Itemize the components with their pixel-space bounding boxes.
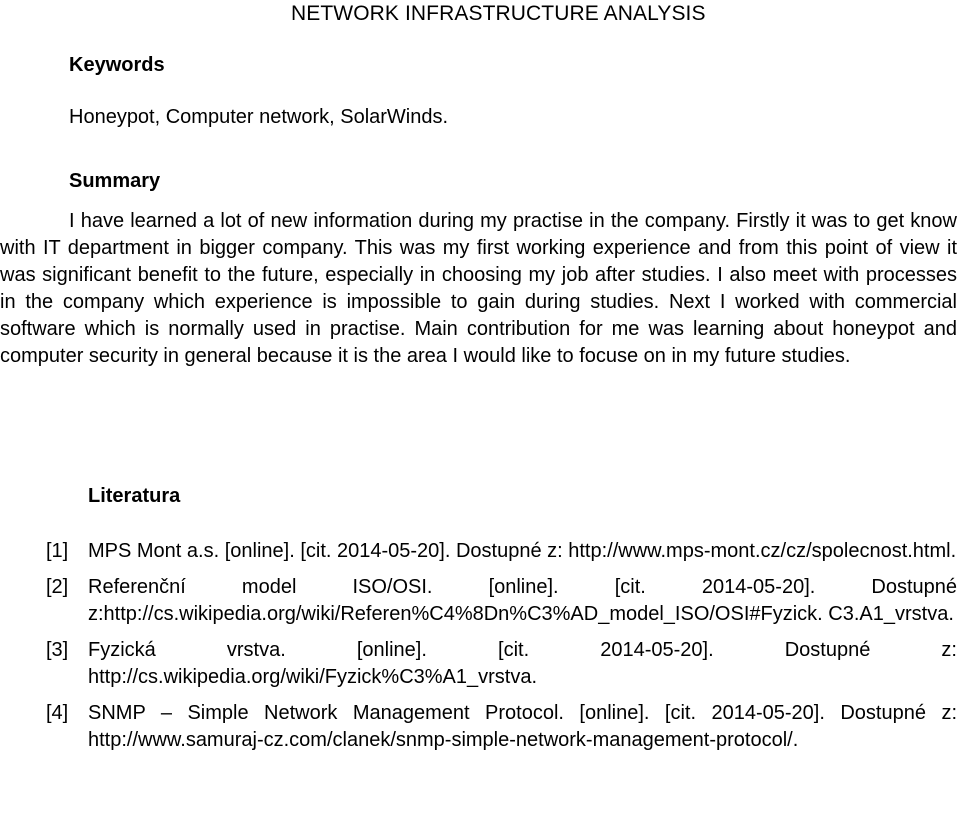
reference-text: SNMP – Simple Network Management Protocol. [online]. [cit. 2014-05-20]. Dostupné z: http://www.samuraj-cz.com/clanek/snmp-simple-network-management-protocol/. — [88, 702, 957, 751]
literatura-heading: Literatura — [88, 485, 181, 507]
document-title: NETWORK INFRASTRUCTURE ANALYSIS — [291, 2, 706, 25]
keywords-text: Honeypot, Computer network, SolarWinds. — [69, 106, 449, 128]
reference-list — [0, 538, 957, 763]
reference-text: Fyzická vrstva. [online]. [cit. 2014-05-20]. Dostupné z: http://cs.wikipedia.org/wiki/Fyzick%C3%A1_vrstva. — [88, 639, 957, 688]
reference-item — [0, 538, 957, 565]
reference-text: MPS Mont a.s. [online]. [cit. 2014-05-20]. Dostupné z: http://www.mps-mont.cz/cz/spolecnost.html. — [88, 540, 957, 562]
summary-paragraph: I have learned a lot of new information during my practise in the company. Firstly it was to get know with IT department in bigger company. This was my first working experience and from this point of view it was significant benefit to the future, especially in choosing my job after studies. I also meet with processes in the company which experience is impossible to gain during studies. Next I worked with commercial software which is normally used in practise. Main contribution for me was learning about honeypot and computer security in general because it is the area I would like to focuse on in my future studies. — [0, 210, 957, 367]
reference-number: [2] — [46, 576, 69, 598]
summary-body — [0, 208, 957, 370]
reference-item — [0, 700, 957, 754]
reference-number: [1] — [46, 540, 69, 562]
reference-item — [0, 637, 957, 691]
reference-text: Referenční model ISO/OSI. [online]. [cit. 2014-05-20]. Dostupné z:http://cs.wikipedia.org/wiki/Referen%C4%8Dn%C3%AD_model_ISO/OSI#Fyzick. C3.A1_vrstva. — [88, 576, 957, 625]
reference-number: [4] — [46, 702, 69, 724]
keywords-heading: Keywords — [69, 54, 165, 76]
reference-number: [3] — [46, 639, 69, 661]
summary-heading: Summary — [69, 170, 161, 192]
reference-item — [0, 574, 957, 628]
